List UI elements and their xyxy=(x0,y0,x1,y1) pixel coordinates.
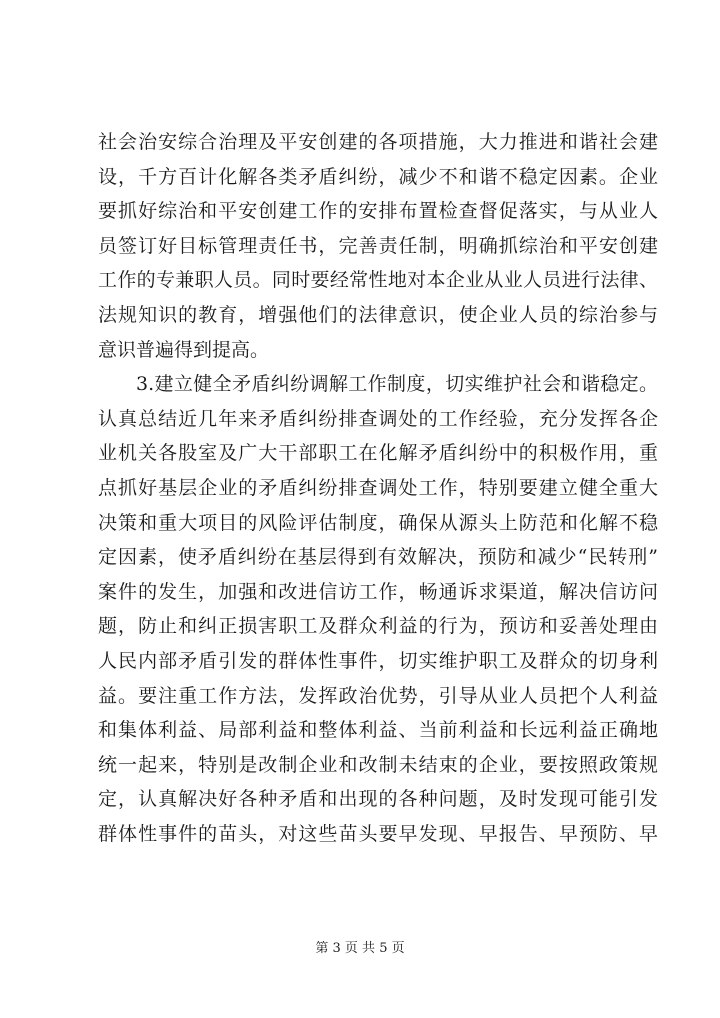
text-line: 点抓好基层企业的矛盾纠纷排查调处工作，特别要建立健全重大 xyxy=(98,476,658,499)
text-line: 决策和重大项目的风险评估制度，确保从源头上防范和化解不稳 xyxy=(98,511,658,534)
text-line: 和集体利益、局部利益和整体利益、当前利益和长远利益正确地 xyxy=(98,719,658,742)
text-line: 题，防止和纠正损害职工及群众利益的行为，预访和妥善处理由 xyxy=(98,615,658,638)
text-line: 定，认真解决好各种矛盾和出现的各种问题，及时发现可能引发 xyxy=(98,788,658,811)
text-line: 案件的发生，加强和改进信访工作，畅通诉求渠道，解决信访问 xyxy=(98,580,658,603)
text-line: 意识普遍得到提高。 xyxy=(98,338,270,361)
paragraph-2 xyxy=(98,367,658,851)
document-body xyxy=(98,125,658,851)
text-line: 业机关各股室及广大干部职工在化解矛盾纠纷中的积极作用，重 xyxy=(98,442,658,465)
text-line: 认真总结近几年来矛盾纠纷排查调处的工作经验，充分发挥各企 xyxy=(98,407,658,430)
text-line: 要抓好综治和平安创建工作的安排布置检查督促落实，与从业人 xyxy=(98,200,658,223)
text-line: 法规知识的教育，增强他们的法律意识，使企业人员的综治参与 xyxy=(98,303,658,326)
text-line: 3.建立健全矛盾纠纷调解工作制度，切实维护社会和谐稳定。 xyxy=(136,373,658,396)
text-line: 社会治安综合治理及平安创建的各项措施，大力推进和谐社会建 xyxy=(98,131,658,153)
text-line: 益。要注重工作方法，发挥政治优势，引导从业人员把个人利益 xyxy=(98,684,658,707)
text-line: 工作的专兼职人员。同时要经常性地对本企业从业人员进行法律、 xyxy=(98,269,658,292)
text-line: 人民内部矛盾引发的群体性事件，切实维护职工及群众的切身利 xyxy=(98,649,658,672)
paragraph-1 xyxy=(98,125,658,367)
text-line: 统一起来，特别是改制企业和改制未结束的企业，要按照政策规 xyxy=(98,753,658,776)
text-line: 定因素，使矛盾纠纷在基层得到有效解决，预防和减少“民转刑” xyxy=(98,546,658,569)
text-line: 员签订好目标管理责任书，完善责任制，明确抓综治和平安创建 xyxy=(98,234,658,257)
text-line: 群体性事件的苗头，对这些苗头要早发现、早报告、早预防、早 xyxy=(98,822,658,845)
page-number-footer: 第 3 页 共 5 页 xyxy=(315,941,405,956)
text-line: 设，千方百计化解各类矛盾纠纷，减少不和谐不稳定因素。企业 xyxy=(98,165,658,188)
